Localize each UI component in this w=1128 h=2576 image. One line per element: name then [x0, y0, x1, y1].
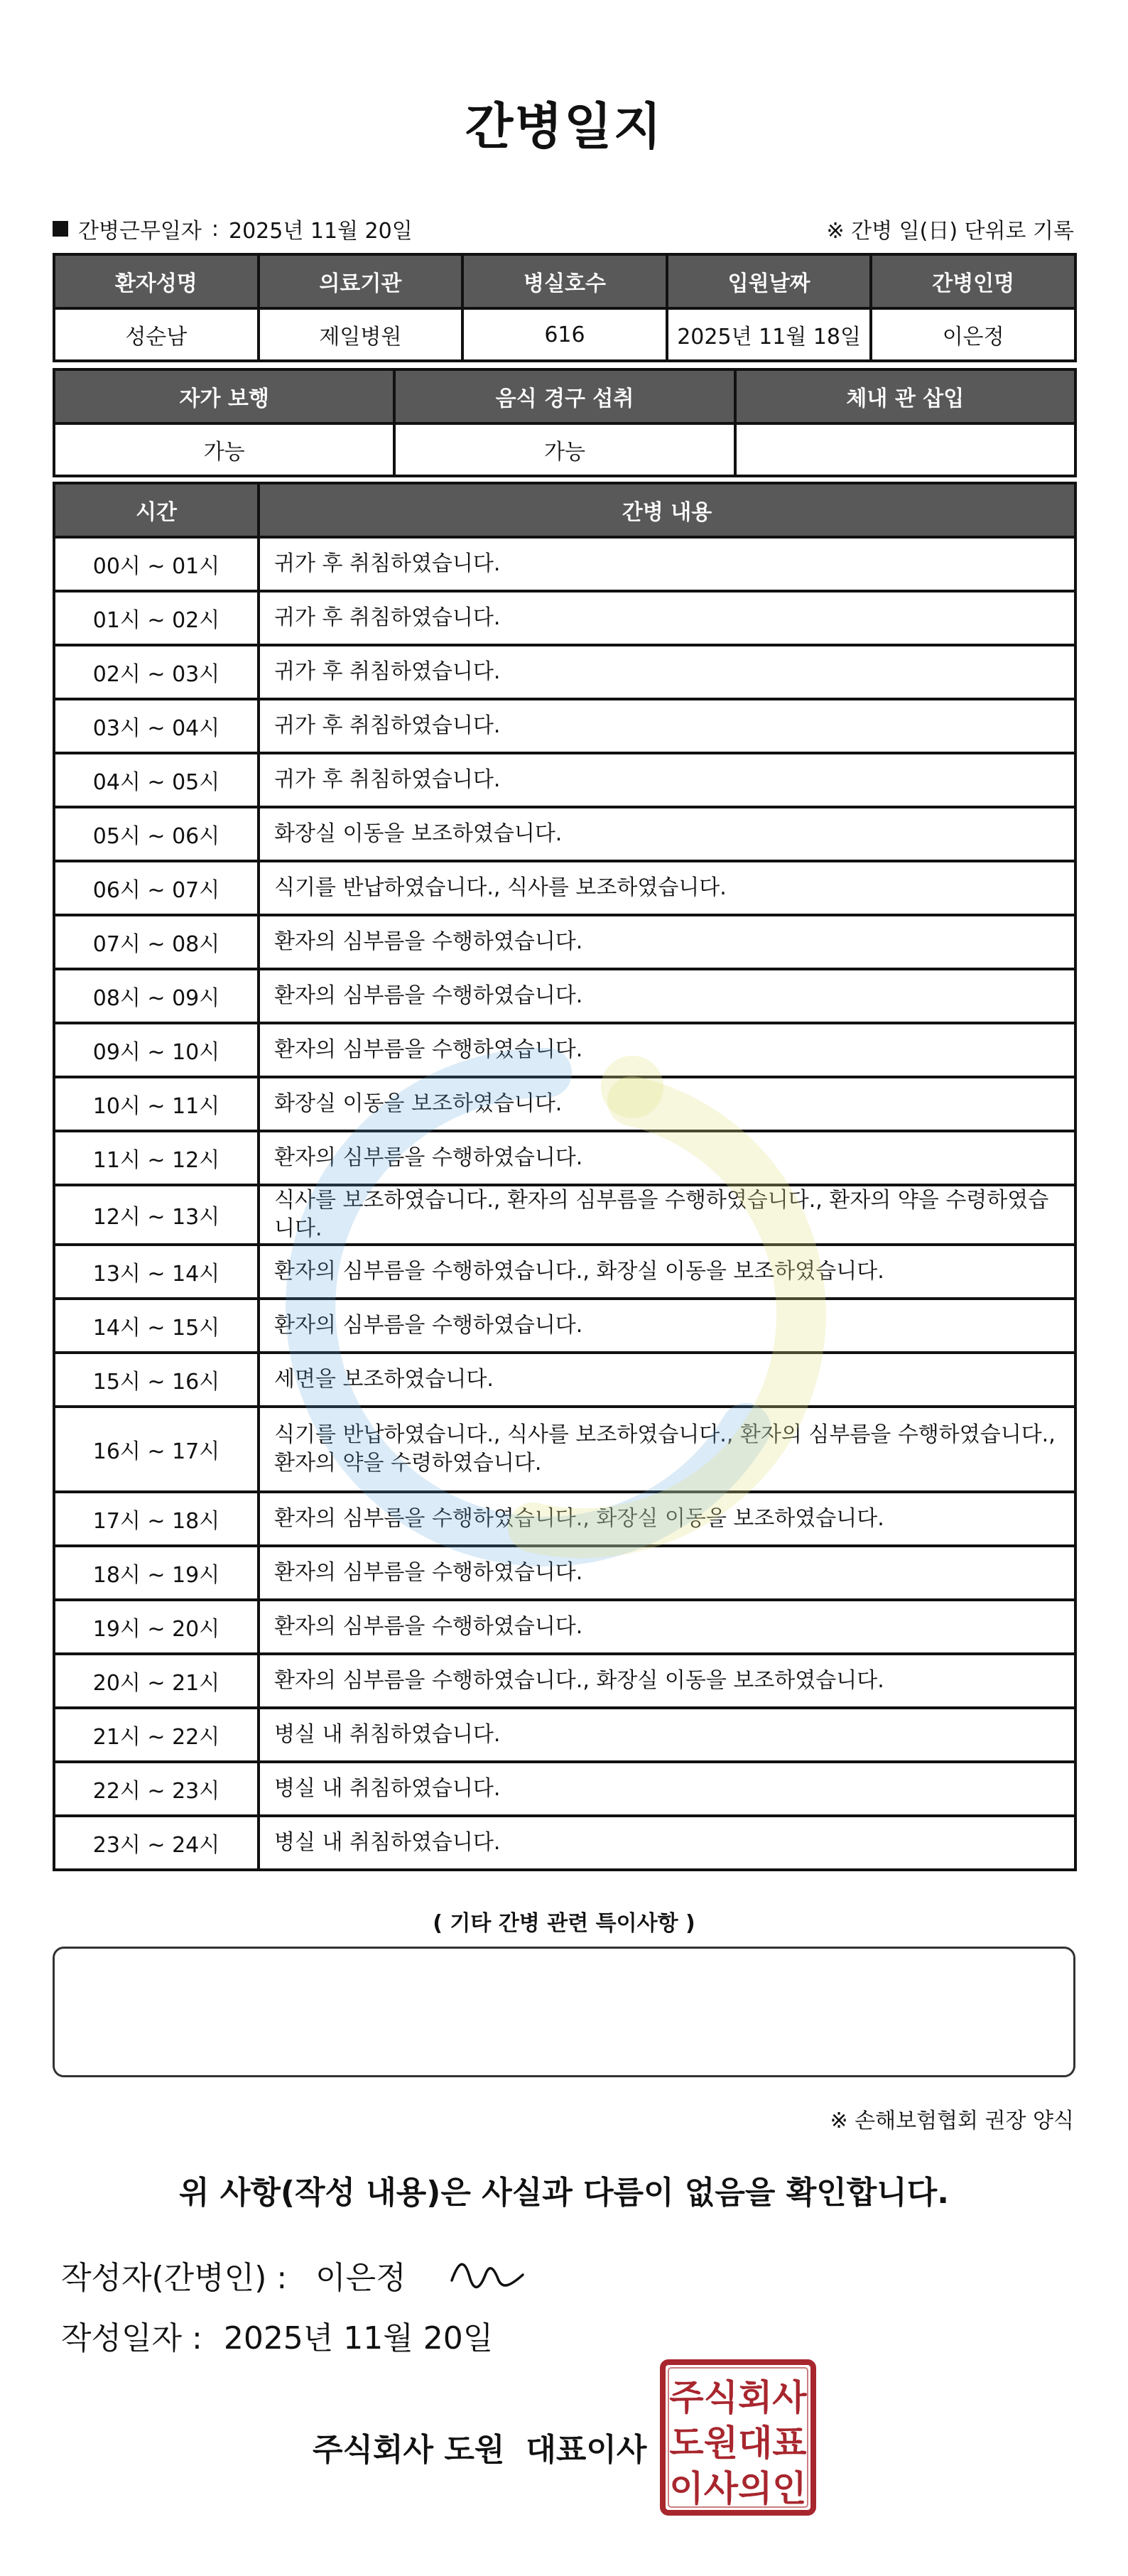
log-time-cell: 07시 ~ 08시: [54, 915, 259, 969]
care-log-row: [54, 1077, 1075, 1131]
work-date-separator: :: [211, 216, 219, 242]
work-date-label: 간병근무일자: [78, 219, 202, 244]
work-date-line: [53, 213, 413, 244]
patient-name: 성순남: [54, 308, 259, 361]
log-time-cell: 14시 ~ 15시: [54, 1299, 259, 1353]
care-log-row: [54, 753, 1075, 807]
written-date-value: 2025년 11월 20일: [223, 2320, 494, 2356]
care-log-row: [54, 591, 1075, 645]
room-number: 616: [462, 308, 667, 361]
log-content-cell: 병실 내 취침하였습니다.: [259, 1708, 1075, 1762]
hospital-name: 제일병원: [259, 308, 463, 361]
log-time-cell: 15시 ~ 16시: [54, 1353, 259, 1407]
log-time-cell: 02시 ~ 03시: [54, 645, 259, 699]
log-content-cell: 화장실 이동을 보조하였습니다.: [259, 1077, 1075, 1131]
daily-unit-note: ※ 간병 일(日) 단위로 기록: [826, 219, 1074, 244]
company-ceo-title: 대표이사: [526, 2432, 647, 2468]
care-log-row: [54, 1023, 1075, 1077]
company-signature-line: [313, 2424, 646, 2469]
log-content-cell: 환자의 심부름을 수행하였습니다.: [259, 1023, 1075, 1077]
oral-intake-value: 가능: [394, 423, 734, 476]
header-caregiver-name: 간병인명: [871, 254, 1075, 308]
log-time-cell: 00시 ~ 01시: [54, 537, 259, 591]
log-time-cell: 01시 ~ 02시: [54, 591, 259, 645]
log-content-cell: 병실 내 취침하였습니다.: [259, 1816, 1075, 1870]
recommended-form-note: ※ 손해보험협회 권장 양식: [830, 2109, 1074, 2133]
log-time-cell: 11시 ~ 12시: [54, 1131, 259, 1185]
writer-name: 이은정: [315, 2260, 406, 2296]
seal-line-1: 주식회사: [669, 2377, 807, 2418]
patient-status-table: [53, 368, 1077, 477]
header-tube-insertion: 체내 관 삽입: [735, 369, 1075, 423]
care-log-row: [54, 645, 1075, 699]
admission-date: 2025년 11월 18일: [667, 308, 872, 361]
care-log-row: [54, 1185, 1075, 1245]
care-log-row: [54, 1762, 1075, 1816]
header-patient-name: 환자성명: [54, 254, 259, 308]
care-log-table: [53, 482, 1077, 1871]
log-time-cell: 19시 ~ 20시: [54, 1600, 259, 1654]
header-oral-intake: 음식 경구 섭취: [394, 369, 734, 423]
company-name: 주식회사 도원: [313, 2432, 505, 2468]
care-log-row: [54, 1407, 1075, 1492]
care-log-row: [54, 1492, 1075, 1546]
care-log-row: [54, 537, 1075, 591]
writer-label: 작성자(간병인) :: [61, 2260, 288, 2296]
log-time-cell: 04시 ~ 05시: [54, 753, 259, 807]
care-log-row: [54, 1353, 1075, 1407]
header-self-walking: 자가 보행: [54, 369, 394, 423]
self-walking-value: 가능: [54, 423, 394, 476]
log-time-cell: 18시 ~ 19시: [54, 1546, 259, 1600]
log-content-cell: 귀가 후 취침하였습니다.: [259, 753, 1075, 807]
confirmation-statement: 위 사항(작성 내용)은 사실과 다름이 없음을 확인합니다.: [179, 2175, 949, 2211]
tube-insertion-value: [735, 423, 1075, 476]
log-content-cell: 귀가 후 취침하였습니다.: [259, 699, 1075, 753]
log-content-cell: 병실 내 취침하였습니다.: [259, 1762, 1075, 1816]
log-time-cell: 16시 ~ 17시: [54, 1407, 259, 1492]
writer-line: [61, 2252, 527, 2298]
log-time-cell: 12시 ~ 13시: [54, 1185, 259, 1245]
header-admission-date: 입원날짜: [667, 254, 872, 308]
special-notes-title: ( 기타 간병 관련 특이사항 ): [433, 1911, 695, 1936]
header-care-content: 간병 내용: [259, 483, 1075, 537]
care-log-row: [54, 1245, 1075, 1299]
log-content-cell: 귀가 후 취침하였습니다.: [259, 591, 1075, 645]
log-time-cell: 10시 ~ 11시: [54, 1077, 259, 1131]
signature-scribble: [449, 2253, 527, 2296]
square-bullet-icon: [53, 221, 68, 237]
special-notes-box: [53, 1947, 1075, 2077]
care-log-row: [54, 1299, 1075, 1353]
log-content-cell: 식기를 반납하였습니다., 식사를 보조하였습니다.: [259, 861, 1075, 915]
care-log-row: [54, 915, 1075, 969]
care-log-row: [54, 861, 1075, 915]
log-content-cell: 환자의 심부름을 수행하였습니다., 화장실 이동을 보조하였습니다.: [259, 1654, 1075, 1708]
log-time-cell: 03시 ~ 04시: [54, 699, 259, 753]
log-content-cell: 환자의 심부름을 수행하였습니다.: [259, 1546, 1075, 1600]
log-content-cell: 환자의 심부름을 수행하였습니다.: [259, 1600, 1075, 1654]
header-room-number: 병실호수: [462, 254, 667, 308]
company-seal-stamp: [659, 2359, 817, 2516]
care-log-row: [54, 807, 1075, 861]
log-time-cell: 08시 ~ 09시: [54, 969, 259, 1023]
log-content-cell: 환자의 심부름을 수행하였습니다.: [259, 1131, 1075, 1185]
header-time: 시간: [54, 483, 259, 537]
log-content-cell: 환자의 심부름을 수행하였습니다.: [259, 915, 1075, 969]
special-notes-content: [55, 1949, 1073, 1977]
caregiver-name: 이은정: [871, 308, 1075, 361]
care-log-rows: [54, 537, 1075, 1870]
log-time-cell: 13시 ~ 14시: [54, 1245, 259, 1299]
written-date-label: 작성일자 :: [61, 2320, 202, 2356]
written-date-line: [61, 2312, 493, 2358]
log-content-cell: 환자의 심부름을 수행하였습니다., 화장실 이동을 보조하였습니다.: [259, 1245, 1075, 1299]
care-log-row: [54, 1708, 1075, 1762]
care-log-row: [54, 1600, 1075, 1654]
work-date-value: 2025년 11월 20일: [229, 219, 413, 244]
log-content-cell: 화장실 이동을 보조하였습니다.: [259, 807, 1075, 861]
log-content-cell: 환자의 심부름을 수행하였습니다.: [259, 1299, 1075, 1353]
log-time-cell: 23시 ~ 24시: [54, 1816, 259, 1870]
log-content-cell: 환자의 심부름을 수행하였습니다.: [259, 969, 1075, 1023]
log-time-cell: 22시 ~ 23시: [54, 1762, 259, 1816]
care-log-row: [54, 1816, 1075, 1870]
log-time-cell: 09시 ~ 10시: [54, 1023, 259, 1077]
log-content-cell: 세면을 보조하였습니다.: [259, 1353, 1075, 1407]
document-title: 간병일지: [465, 97, 663, 156]
log-time-cell: 21시 ~ 22시: [54, 1708, 259, 1762]
log-time-cell: 20시 ~ 21시: [54, 1654, 259, 1708]
log-content-cell: 환자의 심부름을 수행하였습니다., 화장실 이동을 보조하였습니다.: [259, 1492, 1075, 1546]
care-log-row: [54, 969, 1075, 1023]
header-hospital: 의료기관: [259, 254, 463, 308]
care-log-row: [54, 1131, 1075, 1185]
log-content-cell: 식기를 반납하였습니다., 식사를 보조하였습니다., 환자의 심부름을 수행하였습니다., 환자의 약을 수령하였습니다.: [259, 1407, 1075, 1492]
care-log-row: [54, 699, 1075, 753]
log-content-cell: 귀가 후 취침하였습니다.: [259, 537, 1075, 591]
log-time-cell: 06시 ~ 07시: [54, 861, 259, 915]
seal-line-3: 이사의인: [669, 2468, 807, 2509]
log-time-cell: 17시 ~ 18시: [54, 1492, 259, 1546]
care-log-row: [54, 1654, 1075, 1708]
log-time-cell: 05시 ~ 06시: [54, 807, 259, 861]
seal-line-2: 도원대표: [669, 2423, 807, 2464]
care-log-row: [54, 1546, 1075, 1600]
log-content-cell: 식사를 보조하였습니다., 환자의 심부름을 수행하였습니다., 환자의 약을 수령하였습니다.: [259, 1185, 1075, 1245]
log-content-cell: 귀가 후 취침하였습니다.: [259, 645, 1075, 699]
patient-info-table: [53, 253, 1077, 362]
